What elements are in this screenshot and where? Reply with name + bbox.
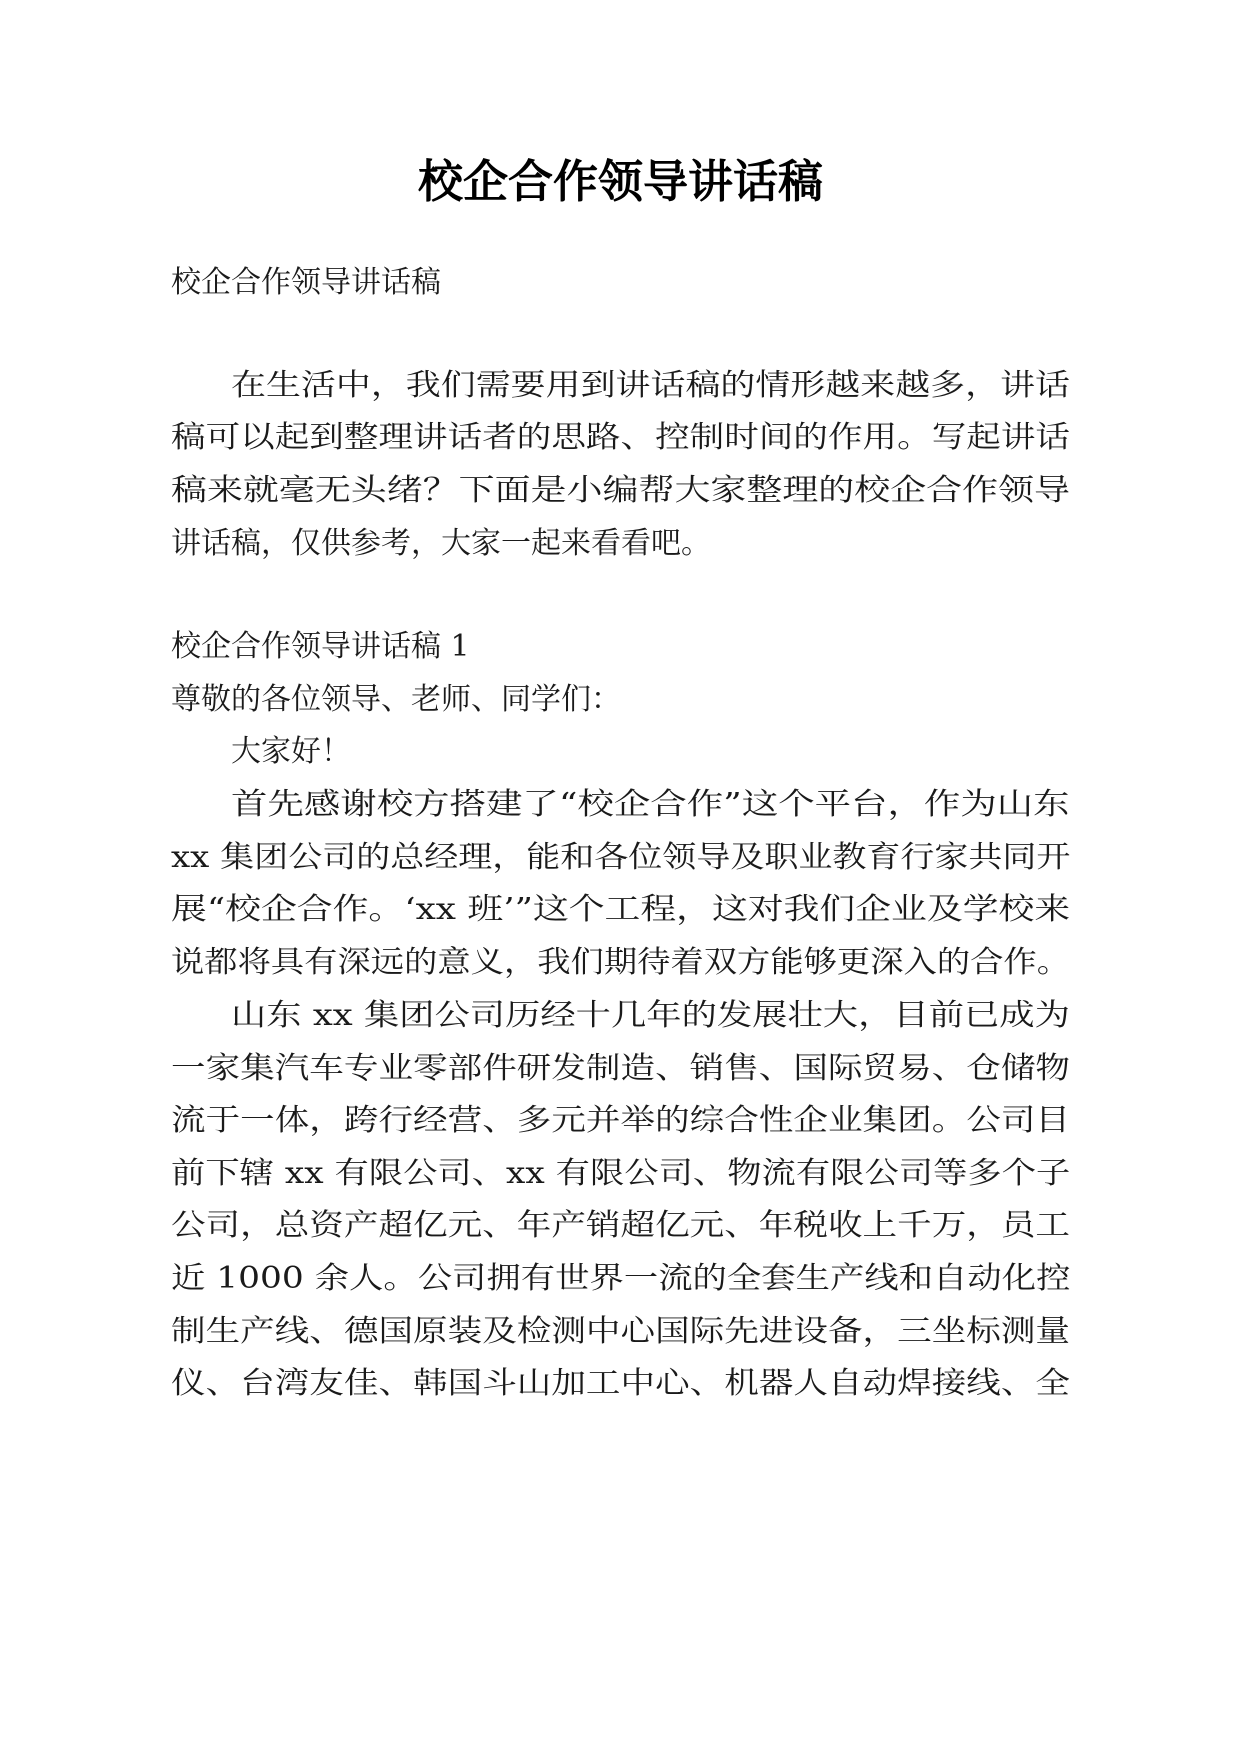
- paragraph-line: 公司，总资产超亿元、年产销超亿元、年税收上千万，员工: [171, 1208, 1070, 1243]
- paragraph-line: 在生活中，我们需要用到讲话稿的情形越来越多，讲话: [231, 368, 1070, 403]
- document-title: 校企合作领导讲话稿: [417, 155, 823, 208]
- paragraph-line: 展“校企合作。‘xx 班’”这个工程，这对我们企业及学校来: [171, 892, 1071, 927]
- paragraph-line: 仪、台湾友佳、韩国斗山加工中心、机器人自动焊接线、全: [171, 1366, 1070, 1401]
- paragraph-line: 山东 xx 集团公司历经十几年的发展壮大，目前已成为: [231, 998, 1070, 1033]
- paragraph-line: 一家集汽车专业零部件研发制造、销售、国际贸易、仓储物: [171, 1051, 1070, 1086]
- subtitle-line: 校企合作领导讲话稿: [171, 265, 441, 300]
- paragraph-line: 说都将具有深远的意义，我们期待着双方能够更深入的合作。: [171, 945, 1070, 980]
- greeting-line: 大家好！: [231, 734, 351, 769]
- paragraph-line: 稿可以起到整理讲话者的思路、控制时间的作用。写起讲话: [171, 420, 1070, 455]
- paragraph-line: 近 1000 余人。公司拥有世界一流的全套生产线和自动化控: [171, 1261, 1071, 1296]
- paragraph-line: 首先感谢校方搭建了“校企合作”这个平台，作为山东: [231, 787, 1070, 822]
- paragraph-line: xx 集团公司的总经理，能和各位领导及职业教育行家共同开: [171, 840, 1071, 875]
- section-heading: 校企合作领导讲话稿 1: [171, 629, 470, 664]
- paragraph-line: 讲话稿，仅供参考，大家一起来看看吧。: [171, 526, 711, 561]
- paragraph-line: 流于一体，跨行经营、多元并举的综合性企业集团。公司目: [171, 1103, 1070, 1138]
- salutation-line: 尊敬的各位领导、老师、同学们：: [171, 682, 621, 717]
- paragraph-line: 制生产线、德国原装及检测中心国际先进设备，三坐标测量: [171, 1314, 1070, 1349]
- paragraph-line: 稿来就毫无头绪？下面是小编帮大家整理的校企合作领导: [171, 473, 1070, 508]
- paragraph-line: 前下辖 xx 有限公司、xx 有限公司、物流有限公司等多个子: [171, 1156, 1071, 1191]
